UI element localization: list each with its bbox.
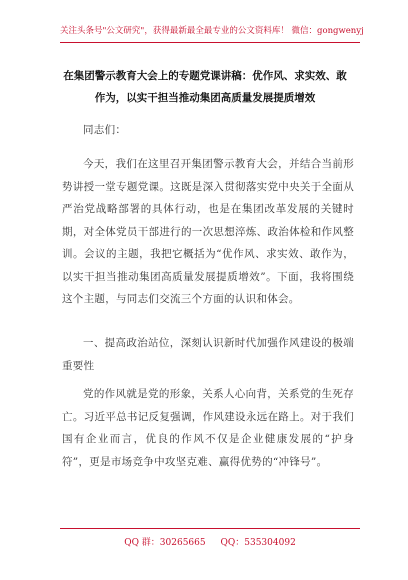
paragraph-section-1: 党的作风就是党的形象，关系人心向背，关系党的生死存亡。习近平总书记反复强调，作风建设永远在路上。对于我们国有企业而言，优良的作风不仅是企业健康发展的“护身符”，更是市场竞争中攻坚克难、赢得优势的“冲锋号”。 <box>62 388 354 468</box>
footer <box>60 535 360 548</box>
footer-qq: QQ：535304092 <box>220 538 296 548</box>
footer-qq-group: QQ 群：30265665 <box>124 538 206 548</box>
header-divider <box>60 42 360 43</box>
salutation: 同志们： <box>83 124 127 136</box>
header-note: 关注头条号"公文研究"，获得最新最全最专业的公文资料库！ 微信：gongwenyj <box>60 26 364 36</box>
paragraph-intro: 今天，我们在这里召开集团警示教育大会，并结合当前形势讲授一堂专题党课。这既是深入贯彻落实党中央关于全面从严治党战略部署的具体行动，也是在集团改革发展的关键时期，对全体党员干部进行的一次思想淬炼、政治体检和作风整训。会议的主题，我把它概括为“优作风、求实效、敢作为，以实干担当推动集团高质量发展提质增效”。下面，我将围绕这个主题，与同志们交流三个方面的认识和体会。 <box>62 158 354 305</box>
footer-divider <box>60 528 360 529</box>
section-heading-1: 一、提高政治站位，深刻认识新时代加强作风建设的极端重要性 <box>62 337 354 372</box>
document-title: 在集团警示教育大会上的专题党课讲稿：优作风、求实效、敢作为，以实干担当推动集团高质量发展提质增效 <box>63 70 347 104</box>
